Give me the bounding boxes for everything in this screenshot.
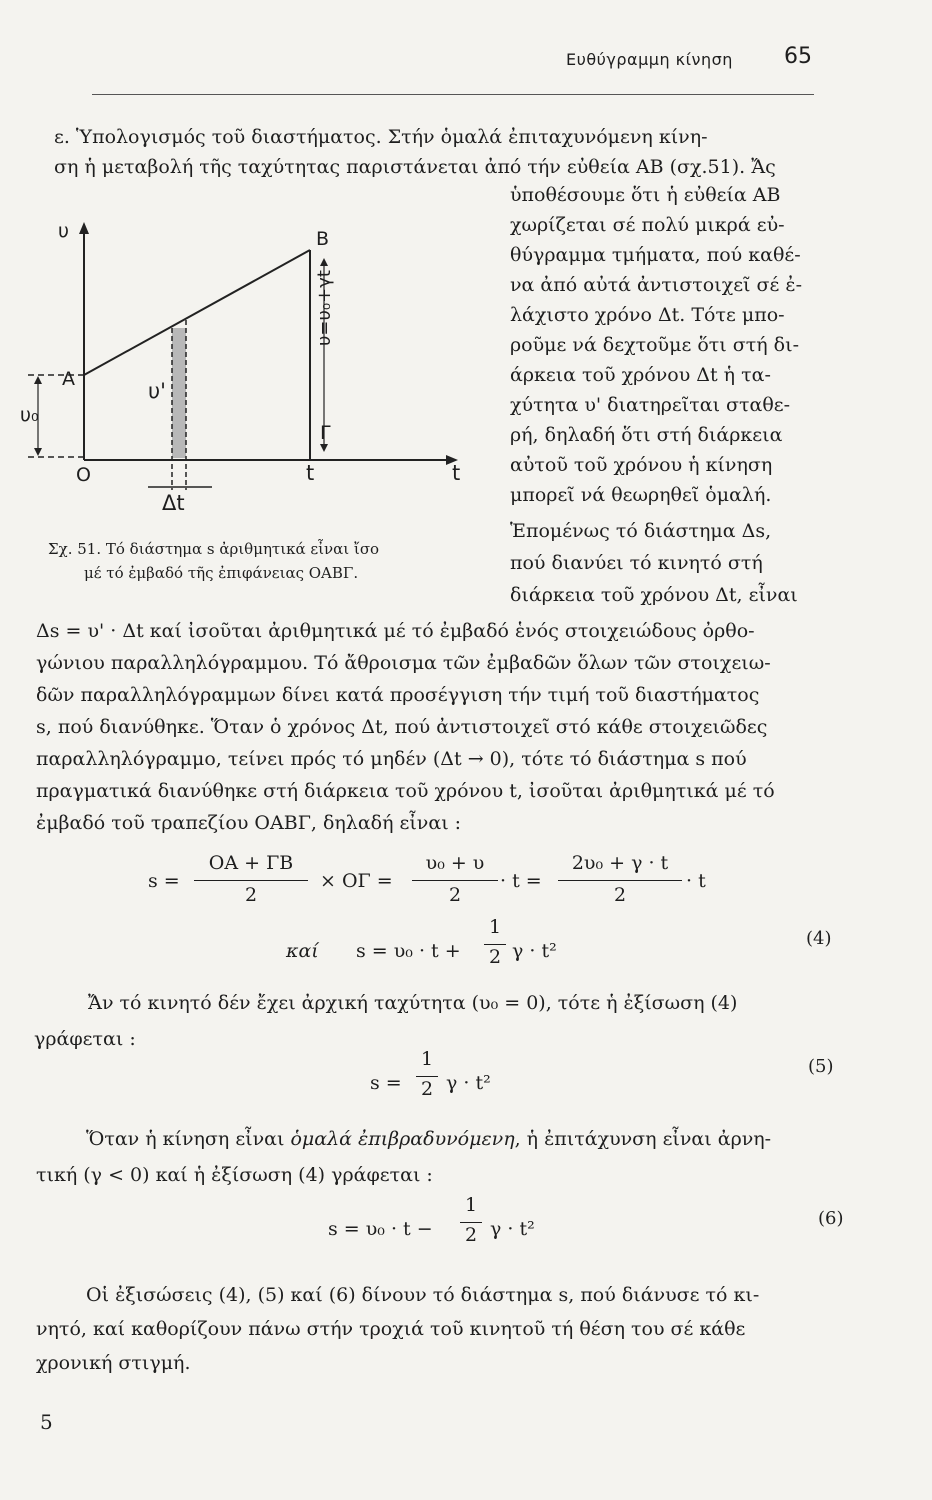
paragraph-line: να ἀπό αὐτά ἀντιστοιχεῖ σέ ἐ- (510, 274, 803, 296)
eq4-den: 2 (488, 946, 502, 968)
eq-trap-den3: 2 (613, 884, 627, 906)
v0-arrow-down (34, 448, 42, 456)
eq4-num: 1 (488, 916, 502, 938)
paragraph-line: άρκεια τοῦ χρόνου Δt ἡ τα- (510, 364, 771, 386)
paragraph-line: Ἄν τό κινητό δέν ἔχει ἀρχική ταχύτητα (υ₀ = 0), τότε ἡ ἐξίσωση (4) (88, 992, 738, 1014)
fraction-bar (412, 880, 498, 881)
label-origin: O (76, 464, 91, 486)
paragraph-line: δῶν παραλληλόγραμμων δίνει κατά προσέγγιση τήν τιμή τοῦ διαστήματος (36, 684, 760, 706)
fraction-bar (194, 880, 308, 881)
paragraph-line: μπορεῖ νά θεωρηθεῖ ὁμαλή. (510, 484, 772, 506)
paragraph-line: αὐτοῦ τοῦ χρόνου ἡ κίνηση (510, 454, 773, 476)
paragraph-line: ὑποθέσουμε ὅτι ἡ εὐθεία ΑΒ (510, 184, 781, 206)
paragraph-line: ση ἡ μεταβολή τῆς ταχύτητας παριστάνεται ἀπό τήν εὐθεία ΑΒ (σχ.51). Ἄς (54, 156, 776, 178)
paragraph-line: γράφεται : (34, 1028, 136, 1050)
paragraph-line: πού διανύει τό κινητό στή (510, 552, 763, 574)
paragraph-line: τική (γ < 0) καί ἡ ἐξίσωση (4) γράφεται : (36, 1164, 433, 1186)
line-AB (84, 250, 310, 375)
paragraph-line: λάχιστο χρόνο Δt. Τότε μπο- (510, 304, 785, 326)
running-title: Ευθύγραμμη κίνηση (566, 50, 733, 69)
strip-fill (172, 328, 186, 458)
label-G: Γ (320, 422, 331, 444)
v0-arrow-up (34, 376, 42, 384)
label-t-point: t (306, 461, 315, 485)
eq4-kai: καί (286, 940, 319, 962)
paragraph-line: διάρκεια τοῦ χρόνου Δt, εἶναι (510, 584, 798, 606)
paragraph-line: χρονική στιγμή. (36, 1352, 191, 1374)
eq6-left: s = υ₀ · t − (328, 1218, 433, 1240)
label-B: B (316, 228, 330, 250)
paragraph-line: χωρίζεται σέ πολύ μικρά εὐ- (510, 214, 785, 236)
label-dt: Δt (162, 491, 185, 515)
signature-mark: 5 (40, 1410, 53, 1434)
fraction-bar (460, 1222, 482, 1223)
fraction-bar (558, 880, 682, 881)
eq6-number: (6) (818, 1208, 844, 1229)
paragraph-line: παραλληλόγραμμο, τείνει πρός τό μηδέν (Δt → 0), τότε τό διάστημα s πού (36, 748, 747, 770)
eq-trap-times: × ΟΓ = (320, 870, 393, 892)
eq-trap-t1: · t = (500, 870, 542, 892)
eq4-left: s = υ₀ · t + (356, 940, 461, 962)
paragraph-line: νητό, καί καθορίζουν πάνω στήν τροχιά τοῦ κινητοῦ τή θέση του σέ κάθε (36, 1318, 746, 1340)
paragraph-line: πραγματικά διανύθηκε στή διάρκεια τοῦ χρόνου t, ἰσοῦται ἀριθμητικά μέ τό (36, 780, 775, 802)
paragraph-line (86, 1124, 771, 1154)
eq-trap-s: s = (148, 870, 180, 892)
eq5-den: 2 (420, 1078, 434, 1100)
eq-trap-num2: υ₀ + υ (425, 852, 485, 874)
eq4-number: (4) (806, 928, 832, 949)
paragraph-line: ἐμβαδό τοῦ τραπεζίου ΟΑΒΓ, δηλαδή εἶναι : (36, 812, 462, 834)
eq6-right: γ · t² (490, 1218, 535, 1240)
text-run: , ἡ ἐπιτάχυνση εἶναι ἀρνη- (514, 1128, 772, 1150)
paragraph-line: χύτητα υ' διατηρεῖται σταθε- (510, 394, 791, 416)
fraction-bar (416, 1076, 438, 1077)
page-number: 65 (784, 44, 812, 69)
figure-caption-line: μέ τό ἐμβαδό τῆς ἐπιφάνειας ΟΑΒΓ. (84, 564, 359, 582)
eq-trap-num3: 2υ₀ + γ · t (571, 852, 669, 874)
label-t-axis: t (452, 461, 461, 485)
paragraph-line: ρή, δηλαδή ὅτι στή διάρκεια (510, 424, 783, 446)
paragraph-line: ε. Ὑπολογισμός τοῦ διαστήματος. Στήν ὁμαλά ἐπιταχυνόμενη κίνη- (54, 126, 708, 148)
paragraph-line: θύγραμμα τμήματα, πού καθέ- (510, 244, 801, 266)
paragraph-line: γώνιου παραλληλόγραμμου. Τό ἄθροισμα τῶν ἐμβαδῶν ὅλων τῶν στοιχειω- (36, 652, 771, 674)
eq-trap-t2: · t (686, 870, 706, 892)
eq5-number: (5) (808, 1056, 834, 1077)
label-v0: υ₀ (20, 404, 39, 426)
label-A: A (62, 368, 75, 390)
eq6-num: 1 (464, 1194, 478, 1216)
eq-trap-den1: 2 (244, 884, 258, 906)
eq5-right: γ · t² (446, 1072, 491, 1094)
emphasized-term: ὁμαλά ἐπιβραδυνόμενη (290, 1128, 515, 1150)
paragraph-line: Δs = υ' · Δt καί ἰσοῦται ἀριθμητικά μέ τό ἐμβαδό ἑνός στοιχειώδους ὀρθο- (36, 620, 755, 642)
paragraph-line: s, πού διανύθηκε. Ὅταν ὁ χρόνος Δt, πού ἀντιστοιχεῖ στό κάθε στοιχειῶδες (36, 716, 768, 738)
eq-trap-den2: 2 (448, 884, 462, 906)
eq4-right: γ · t² (512, 940, 557, 962)
text-run: Ὅταν ἡ κίνηση εἶναι (86, 1128, 291, 1150)
eq6-den: 2 (464, 1224, 478, 1246)
eq-trap-num1: ΟΑ + ΓΒ (208, 852, 294, 874)
eq5-left: s = (370, 1072, 402, 1094)
eq5-num: 1 (420, 1048, 434, 1070)
paragraph-line: Ἑπομένως τό διάστημα Δs, (510, 520, 772, 542)
fraction-bar (484, 944, 506, 945)
label-formula: υ=υ₀+γt (314, 270, 335, 346)
label-v-prime: υ' (148, 379, 166, 403)
v-axis-arrow (79, 222, 89, 234)
figure-caption-line: Σχ. 51. Τό διάστημα s ἀριθμητικά εἶναι ἴσο (48, 540, 380, 558)
v-arrow-up (320, 258, 328, 266)
paragraph-line: ροῦμε νά δεχτοῦμε ὅτι στή δι- (510, 334, 799, 356)
paragraph-line: Οἱ ἐξισώσεις (4), (5) καί (6) δίνουν τό διάστημα s, πού διάνυσε τό κι- (86, 1284, 760, 1306)
label-v-axis: υ (58, 220, 69, 242)
